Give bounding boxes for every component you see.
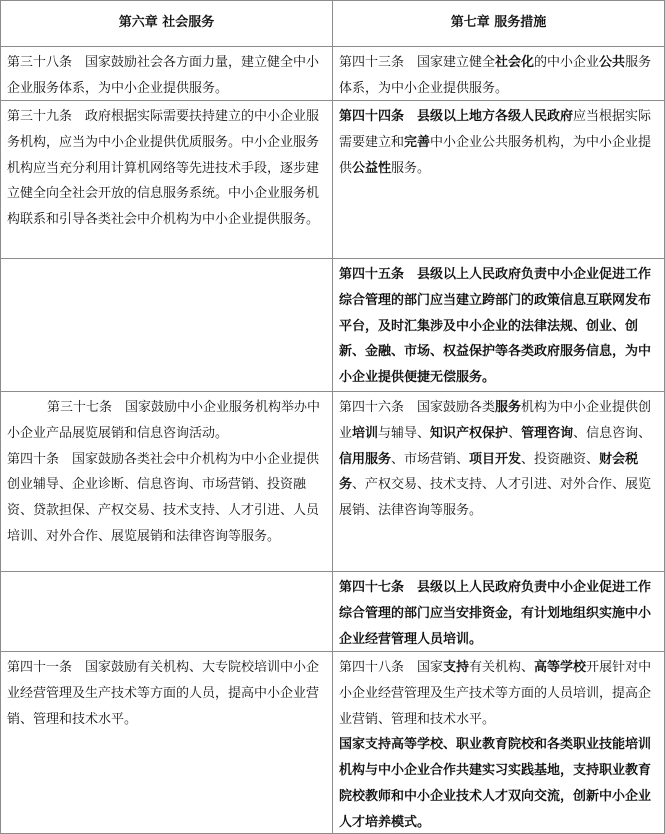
- article-38-old: 第三十八条 国家鼓励社会各方面力量，建立健全中小企业服务体系，为中小企业提供服务。: [0, 47, 333, 101]
- article-48-new: [333, 652, 665, 834]
- article-48-para-1: 第四十八条 国家支持有关机构、高等学校开展针对中小企业经营管理及生产技术等方面的人员培训，提高企业营销、管理和技术水平。: [339, 660, 652, 727]
- article-40-old: 第四十条 国家鼓励各类社会中介机构为中小企业提供创业辅导、企业诊断、信息咨询、市场营销、投资融资、贷款担保、产权交易、技术支持、人才引进、人员培训、对外合作、展览展销和法律咨询等服务。: [7, 451, 320, 544]
- article-41-old: 第四十一条 国家鼓励有关机构、大专院校培训中小企业经营管理及生产技术等方面的人员，提高中小企业营销、管理和技术水平。: [0, 652, 333, 834]
- articles-37-40-old: [0, 392, 333, 572]
- article-37-old: 第三十七条 国家鼓励中小企业服务机构举办中小企业产品展览展销和信息咨询活动。: [7, 400, 321, 441]
- article-44-new: 第四十四条 县级以上地方各级人民政府应当根据实际需要建立和完善中小企业公共服务机构，为中小企业提供公益性服务。: [333, 101, 665, 259]
- article-39-old: 第三十九条 政府根据实际需要扶持建立的中小企业服务机构，应当为中小企业提供优质服务。中小企业服务机构应当充分利用计算机网络等先进技术手段，逐步建立健全向全社会开放的信息服务系统。中小企业服务机构联系和引导各类社会中介机构为中小企业提供服务。: [0, 101, 333, 259]
- article-46-new: 第四十六条 国家鼓励各类服务机构为中小企业提供创业培训与辅导、知识产权保护、管理咨询、信息咨询、信用服务、市场营销、项目开发、投资融资、财会税务、产权交易、技术支持、人才引进、对外合作、展览展销、法律咨询等服务。: [333, 392, 665, 572]
- article-45-new: 第四十五条 县级以上人民政府负责中小企业促进工作综合管理的部门应当建立跨部门的政策信息互联网发布平台，及时汇集涉及中小企业的法律法规、创业、创新、金融、市场、权益保护等各类政府服务信息，为中小企业提供便捷无偿服务。: [333, 259, 665, 392]
- article-43-new: 第四十三条 国家建立健全社会化的中小企业公共服务体系，为中小企业提供服务。: [333, 47, 665, 101]
- article-48-para-2: 国家支持高等学校、职业教育院校和各类职业技能培训机构与中小企业合作共建实习实践基地，支持职业教育院校教师和中小企业技术人才双向交流，创新中小企业人才培养模式。: [339, 737, 652, 830]
- empty-old-cell: [0, 259, 333, 392]
- empty-old-cell: [0, 572, 333, 652]
- article-47-new: 第四十七条 县级以上人民政府负责中小企业促进工作综合管理的部门应当安排资金，有计划地组织实施中小企业经营管理人员培训。: [333, 572, 665, 652]
- header-chapter-6: 第六章 社会服务: [0, 0, 333, 47]
- header-chapter-7: 第七章 服务措施: [333, 0, 665, 47]
